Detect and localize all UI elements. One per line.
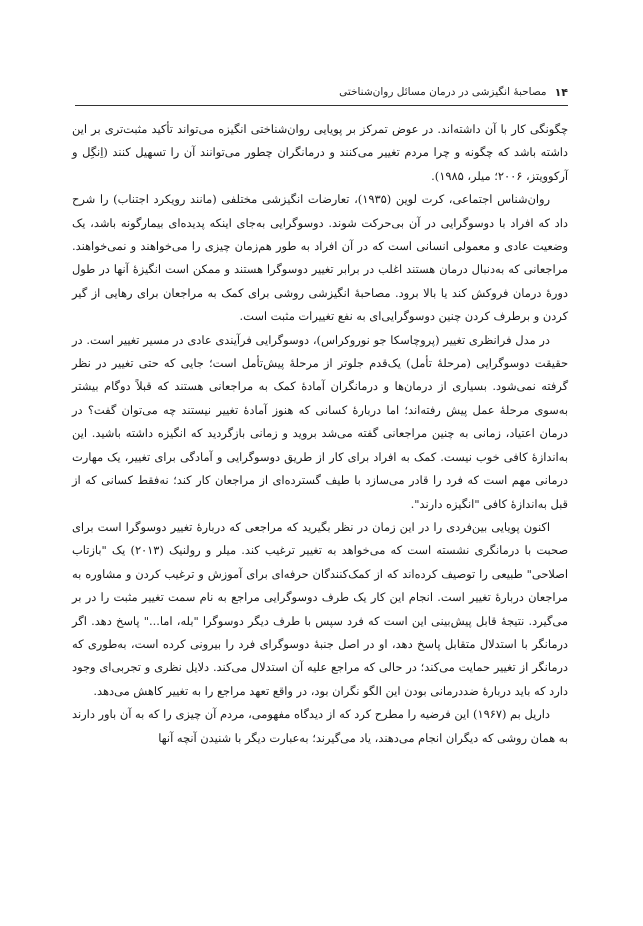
paragraph: در مدل فرانظری تغییر (پروچاسکا جو نوروکراس)، دوسوگرایی فرآیندی عادی در مسیر تغییر است. در حقیقت دوسوگرایی (مرحلهٔ تأمل) یک‌قدم جلوتر از مرحلهٔ پیش‌تأمل است؛ جایی که حتی تغییر در نظر گرفته نمی‌شود. بسیاری از درمان‌ها و درمانگران آمادهٔ کمک به مراجعانی هستند که قبلاً دوگام بیشتر به‌سوی مرحلهٔ عمل پیش رفته‌اند؛ اما دربارهٔ کسانی که هنوز آمادهٔ تغییر نیستند چه می‌توان گفت؟ در درمان اعتیاد، زمانی به چنین مراجعانی گفته می‌شد بروید و زمانی بازگردید که انگیزه داشته باشید. این به‌اندازهٔ کافی خوب نیست. کمک به افراد برای کار از طریق دوسوگرایی و آمادگی برای تغییر، یک مهارت درمانی مهم است که فرد را قادر می‌سازد با طیف گسترده‌ای از مراجعان کار کند؛ نه‌فقط کسانی که از قبل به‌اندازهٔ کافی "انگیزه دارند". [72, 332, 568, 511]
page-number: ۱۴ [554, 85, 568, 99]
paragraph: اکنون پویایی بین‌فردی را در این زمان در نظر بگیرید که مراجعی که دربارهٔ تغییر دوسوگرا است برای صحبت با درمانگری نشسته است که می‌خواهد به تغییر ترغیب کند. میلر و رولنیک (۲۰۱۳) یک "بازتاب اصلاحی" طبیعی را توصیف کرده‌اند که از کمک‌کنندگان حرفه‌ای برای آموزش و ترغیب کردن و مشاوره به مراجعان دربارهٔ تغییر است. انجام این کار یک طرف دوسوگرایی مراجع به نام سمت تغییر مثبت را در بر می‌گیرد. نتیجهٔ قابل پیش‌بینی این است که فرد سپس با طرف دیگر دوسوگرا "بله، اما..." پاسخ دهد. اگر درمانگر با استدلال متقابل پاسخ دهد، او در اصل جنبهٔ دوسوگرای فرد را بیرونی کرده است، به‌طوری که درمانگر از تغییر حمایت می‌کند؛ در حالی که مراجع علیه آن استدلال می‌کند. دلایل نظری و تجربی‌ای وجود دارد که باید دربارهٔ ضددرمانی بودن این الگو نگران بود، در واقع تعهد مراجع را به تغییر کاهش می‌دهد. [72, 519, 568, 698]
running-title: مصاحبهٔ انگیزشی در درمان مسائل روان‌شناختی [339, 86, 547, 98]
header-rule [75, 105, 568, 106]
paragraph: روان‌شناس اجتماعی، کرت لوین (۱۹۳۵)، تعارضات انگیزشی مختلفی (مانند رویکرد اجتناب) را شرح داد که افراد با دوسوگرایی در آن بی‌حرکت شوند. دوسوگرایی به‌جای اینکه پدیده‌ای بیمارگونه باشد، یک وضعیت عادی و معمولی انسانی است که در آن افراد به طور هم‌زمان چیزی را می‌خواهند و نمی‌خواهند. مراجعانی که به‌دنبال درمان هستند اغلب در برابر تغییر دوسوگرا هستند و ممکن است انگیزهٔ آنها در طول دورهٔ درمان فروکش کند یا بالا برود. مصاحبهٔ انگیزشی روشی برای کمک به مراجعان برای رهایی از گیر کردن و برطرف کردن چنین دوسوگرایی‌ای به نفع تغییرات مثبت است. [72, 192, 568, 324]
paragraph: چگونگی کار با آن داشته‌اند. در عوض تمرکز بر پویایی روان‌شناختی انگیزه می‌تواند تأکید مثبت‌تری بر این داشته باشد که چگونه و چرا مردم تغییر می‌کنند و درمانگران چطور می‌توانند آن را تسهیل کنند (اِنگِل و آرکوویتز، ۲۰۰۶؛ میلر، ۱۹۸۵). [72, 122, 568, 183]
body-text [72, 118, 568, 750]
running-header [75, 82, 568, 102]
paragraph: داریل بم (۱۹۶۷) این فرضیه را مطرح کرد که از دیدگاه مفهومی، مردم آن چیزی را که به آن باور دارند به همان روشی که دیگران انجام می‌دهند، یاد می‌گیرند؛ به‌عبارت دیگر با شنیدن آنچه آنها [72, 707, 568, 745]
